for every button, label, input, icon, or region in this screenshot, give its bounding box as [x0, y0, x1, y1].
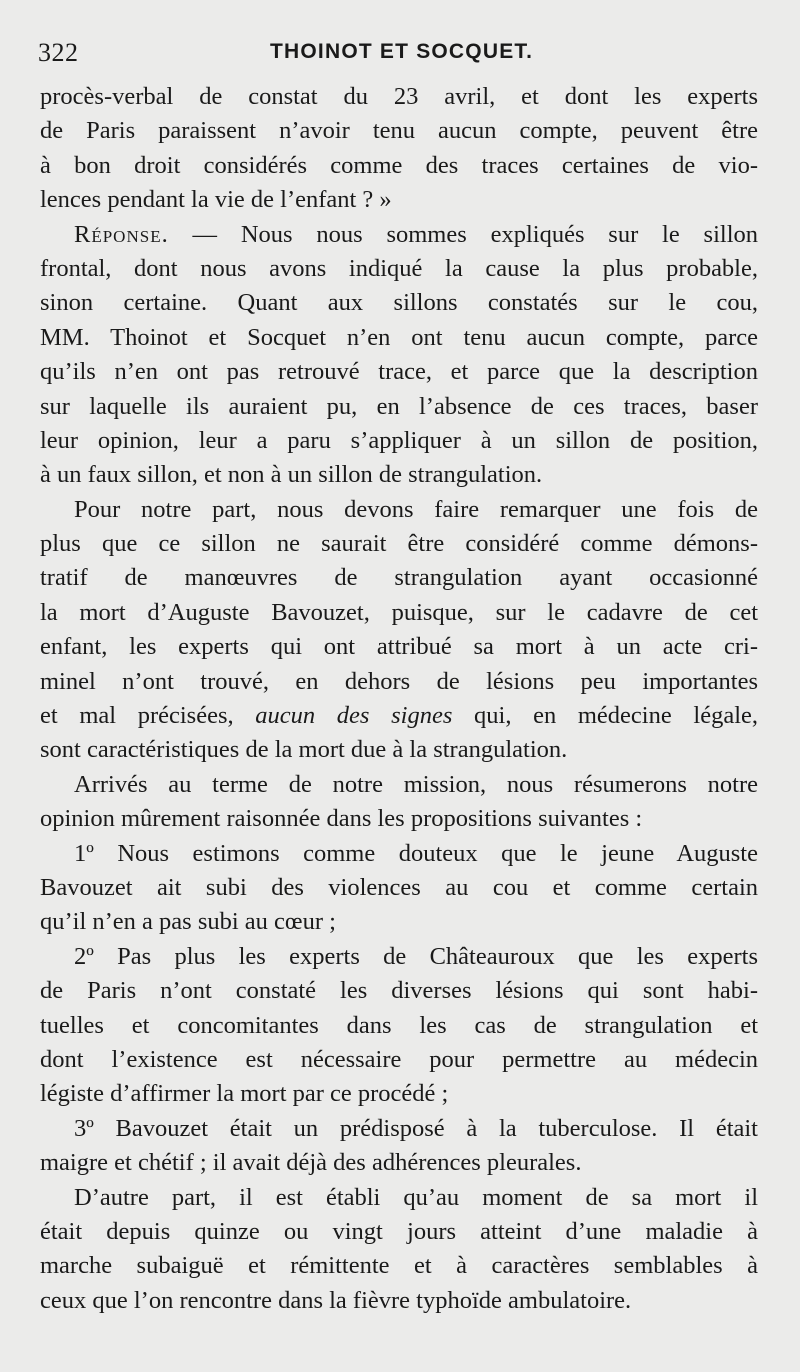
text-line — [40, 1009, 758, 1043]
text-line — [40, 699, 758, 733]
line-text: maigre et chétif ; il avait déjà des adhérences pleurales. — [40, 1149, 582, 1177]
text-line — [40, 768, 758, 802]
line-text: dont l’existence est nécessaire pour permettre au médecin — [40, 1045, 758, 1073]
emphasized-text: aucun des signes — [255, 702, 453, 730]
text-line — [40, 1181, 758, 1215]
text-line — [40, 218, 758, 252]
line-text: à bon droit considérés comme des traces certaines de vio- — [40, 151, 758, 179]
line-text: sont caractéristiques de la mort due à la strangulation. — [40, 736, 568, 764]
text-line — [40, 527, 758, 561]
text-line — [40, 390, 758, 424]
line-text: opinion mûrement raisonnée dans les propositions suivantes : — [40, 805, 643, 833]
text-line — [40, 424, 758, 458]
text-line — [40, 80, 758, 114]
line-text: minel n’ont trouvé, en dehors de lésions peu importantes — [40, 667, 758, 695]
line-text: leur opinion, leur a paru s’appliquer à un sillon de position, — [40, 426, 758, 454]
line-text: de Paris n’ont constaté les diverses lésions qui sont habi- — [40, 977, 758, 1005]
text-line — [40, 1215, 758, 1249]
line-text: Bavouzet ait subi des violences au cou et comme certain — [40, 873, 758, 901]
line-text: à un faux sillon, et non à un sillon de strangulation. — [40, 461, 543, 489]
text-line — [40, 802, 758, 836]
text-line — [40, 1284, 758, 1318]
reponse-label: Réponse. — [74, 220, 169, 248]
text-line — [40, 321, 758, 355]
text-line — [40, 1112, 758, 1146]
line-text: 1º Nous estimons comme douteux que le jeune Auguste — [74, 839, 758, 867]
line-text: procès-verbal de constat du 23 avril, et dont les experts — [40, 83, 758, 110]
text-line — [40, 940, 758, 974]
text-line — [40, 596, 758, 630]
line-text: D’autre part, il est établi qu’au moment de sa mort il — [74, 1183, 758, 1211]
line-text: tuelles et concomitantes dans les cas de strangulation et — [40, 1011, 758, 1039]
line-text: — Nous nous sommes expliqués sur le sillon — [168, 220, 758, 248]
text-line — [40, 561, 758, 595]
line-text: la mort d’Auguste Bavouzet, puisque, sur le cadavre de cet — [40, 598, 758, 626]
line-text: 2º Pas plus les experts de Châteauroux que les experts — [74, 942, 758, 970]
text-line — [40, 1249, 758, 1283]
line-text: et mal précisées, — [40, 702, 256, 730]
text-line — [40, 1043, 758, 1077]
text-line — [40, 871, 758, 905]
body-text — [40, 80, 758, 1318]
text-line — [40, 974, 758, 1008]
line-text: enfant, les experts qui ont attribué sa mort à un acte cri- — [40, 633, 758, 661]
line-text: tratif de manœuvres de strangulation ayant occasionné — [40, 564, 758, 592]
text-line — [40, 286, 758, 320]
text-line — [40, 458, 758, 492]
line-text: sinon certaine. Quant aux sillons constatés sur le cou, — [40, 289, 758, 317]
text-line — [40, 183, 758, 217]
line-text: légiste d’affirmer la mort par ce procédé ; — [40, 1080, 449, 1108]
text-line — [40, 665, 758, 699]
line-text: Arrivés au terme de notre mission, nous résumerons notre — [74, 770, 758, 798]
text-line — [40, 149, 758, 183]
line-text: frontal, dont nous avons indiqué la cause la plus probable, — [40, 254, 758, 282]
text-line — [40, 493, 758, 527]
line-text: plus que ce sillon ne saurait être considéré comme démons- — [40, 530, 758, 558]
text-line — [40, 355, 758, 389]
page-header — [38, 38, 758, 70]
text-line — [40, 1077, 758, 1111]
text-line — [40, 114, 758, 148]
line-text: marche subaiguë et rémittente et à caractères semblables à — [40, 1252, 758, 1280]
line-text: de Paris paraissent n’avoir tenu aucun compte, peuvent être — [40, 117, 758, 145]
line-text: 3º Bavouzet était un prédisposé à la tuberculose. Il était — [74, 1114, 758, 1142]
page-number: 322 — [38, 38, 79, 67]
text-line — [40, 733, 758, 767]
line-text: Pour notre part, nous devons faire remarquer une fois de — [74, 495, 758, 523]
text-line — [40, 837, 758, 871]
line-text: était depuis quinze ou vingt jours atteint d’une maladie à — [40, 1217, 758, 1245]
line-text: lences pendant la vie de l’enfant ? » — [40, 186, 392, 214]
line-text-tail: qui, en médecine légale, — [452, 702, 758, 730]
text-line — [40, 630, 758, 664]
text-line — [40, 252, 758, 286]
line-text: sur laquelle ils auraient pu, en l’absence de ces traces, baser — [40, 392, 758, 420]
running-head: THOINOT ET SOCQUET. — [270, 40, 534, 63]
line-text: ceux que l’on rencontre dans la fièvre typhoïde ambulatoire. — [40, 1286, 632, 1314]
line-text: qu’il n’en a pas subi au cœur ; — [40, 908, 336, 936]
text-line — [40, 905, 758, 939]
line-text: MM. Thoinot et Socquet n’en ont tenu aucun compte, parce — [40, 323, 758, 351]
line-text: qu’ils n’en ont pas retrouvé trace, et parce que la description — [40, 358, 758, 386]
text-line — [40, 1146, 758, 1180]
